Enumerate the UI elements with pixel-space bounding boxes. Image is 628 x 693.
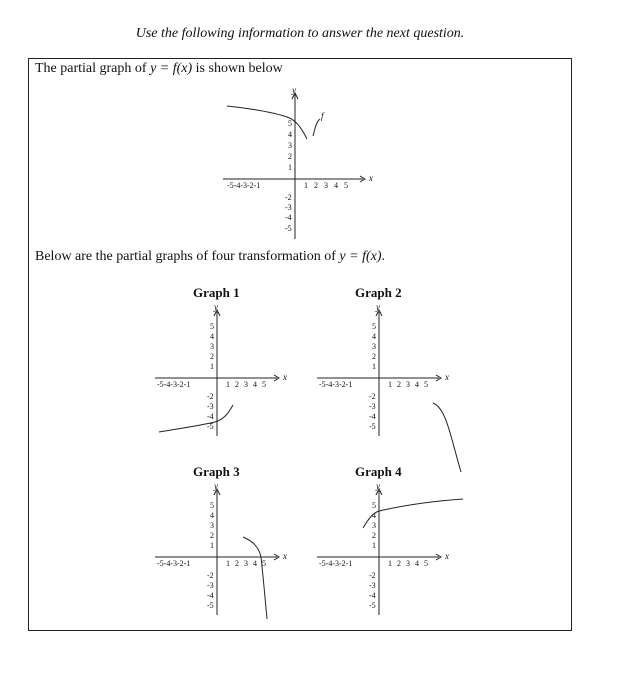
x-tick-1: 1 [388,380,392,389]
graph1-curve [159,405,233,432]
line1-prefix: The partial graph of [35,61,151,76]
y-tick-1: 1 [210,541,214,550]
question-panel [28,58,572,631]
y-tick-n4: -4 [285,213,292,222]
y-tick-n3: -3 [207,402,214,411]
y-tick-2: 2 [288,152,292,161]
y-tick-n4: -4 [207,591,214,600]
line2-equation: y = f(x) [339,249,382,264]
graph4-title: Graph 4 [355,464,402,479]
y-tick-n5: -5 [207,601,214,610]
graph-1 [153,302,303,446]
y-tick-2: 2 [372,352,376,361]
line2-suffix: . [381,249,385,264]
x-tick-2: 2 [397,380,401,389]
y-tick-4: 4 [372,511,376,520]
graph1-title: Graph 1 [193,285,240,300]
graph4-curve [363,499,463,528]
x-tick-4: 4 [415,380,419,389]
y-tick-3: 3 [210,521,214,530]
y-tick-n3: -3 [369,402,376,411]
y-tick-3: 3 [372,521,376,530]
x-tick-2: 2 [235,380,239,389]
curve-f-label: f [321,111,324,121]
x-tick-5: 5 [262,559,266,568]
x-axis-label: x [283,372,287,382]
graph-2 [315,302,475,476]
y-tick-n2: -2 [369,392,376,401]
y-tick-4: 4 [210,332,214,341]
x-tick-3: 3 [406,380,410,389]
y-tick-1: 1 [372,362,376,371]
x-tick-2: 2 [314,181,318,190]
intro-line-1 [35,61,283,77]
y-tick-n3: -3 [369,581,376,590]
y-axis-label: y [214,302,218,312]
y-tick-2: 2 [210,352,214,361]
x-tick-3: 3 [406,559,410,568]
y-tick-n3: -3 [207,581,214,590]
x-axis-label: x [369,173,373,183]
x-tick-3: 3 [324,181,328,190]
x-tick-5: 5 [344,181,348,190]
x-tick-1: 1 [226,380,230,389]
y-tick-n2: -2 [369,571,376,580]
y-tick-4: 4 [210,511,214,520]
y-tick-3: 3 [210,342,214,351]
y-tick-n5: -5 [369,422,376,431]
y-tick-5: 5 [210,322,214,331]
x-tick-1: 1 [226,559,230,568]
y-axis-label: y [376,302,380,312]
x-neg-ticks: -5-4-3-2-1 [319,380,353,389]
y-tick-n2: -2 [207,571,214,580]
graph2-title: Graph 2 [355,285,402,300]
x-tick-2: 2 [397,559,401,568]
y-tick-n3: -3 [285,203,292,212]
intro-line-2 [35,249,385,265]
x-neg-ticks: -5-4-3-2-1 [157,380,191,389]
x-tick-4: 4 [334,181,338,190]
x-tick-1: 1 [388,559,392,568]
x-tick-2: 2 [235,559,239,568]
x-tick-4: 4 [415,559,419,568]
y-axis-label: y [376,481,380,491]
line1-suffix: is shown below [192,61,283,76]
graph-4 [315,481,465,625]
y-tick-n4: -4 [369,591,376,600]
x-tick-3: 3 [244,559,248,568]
x-neg-ticks: -5-4-3-2-1 [319,559,353,568]
y-tick-3: 3 [372,342,376,351]
x-tick-4: 4 [253,559,257,568]
y-tick-5: 5 [372,501,376,510]
y-tick-5: 5 [288,119,292,128]
y-axis-label: y [292,85,296,95]
x-tick-4: 4 [253,380,257,389]
graph-f [215,85,385,241]
line2-prefix: Below are the partial graphs of four transformation of [35,249,340,264]
graph3-title: Graph 3 [193,464,240,479]
y-tick-1: 1 [372,541,376,550]
y-axis-label: y [214,481,218,491]
intro-text: Use the following information to answer the next question. [135,26,465,41]
y-tick-2: 2 [210,531,214,540]
y-tick-1: 1 [210,362,214,371]
x-axis-label: x [445,551,449,561]
x-tick-5: 5 [424,559,428,568]
y-tick-n2: -2 [207,392,214,401]
x-tick-3: 3 [244,380,248,389]
y-tick-5: 5 [210,501,214,510]
graph2-curve [433,403,461,472]
y-tick-n5: -5 [369,601,376,610]
x-neg-ticks: -5-4-3-2-1 [157,559,191,568]
graph-3 [153,481,303,625]
y-tick-1: 1 [288,163,292,172]
tick-labels [227,119,348,233]
y-tick-3: 3 [288,141,292,150]
y-tick-2: 2 [372,531,376,540]
x-axis-label: x [445,372,449,382]
y-tick-n4: -4 [207,412,214,421]
y-tick-n5: -5 [285,224,292,233]
curve-f-label-line [313,119,320,136]
x-neg-ticks: -5-4-3-2-1 [227,181,261,190]
x-tick-5: 5 [424,380,428,389]
x-tick-5: 5 [262,380,266,389]
y-tick-n2: -2 [285,193,292,202]
x-axis-label: x [283,551,287,561]
line1-equation: y = f(x) [150,61,193,76]
y-tick-n5: -5 [207,422,214,431]
y-tick-n4: -4 [369,412,376,421]
x-tick-1: 1 [304,181,308,190]
y-tick-5: 5 [372,322,376,331]
graph3-curve [243,537,267,619]
y-tick-4: 4 [372,332,376,341]
y-tick-4: 4 [288,130,292,139]
